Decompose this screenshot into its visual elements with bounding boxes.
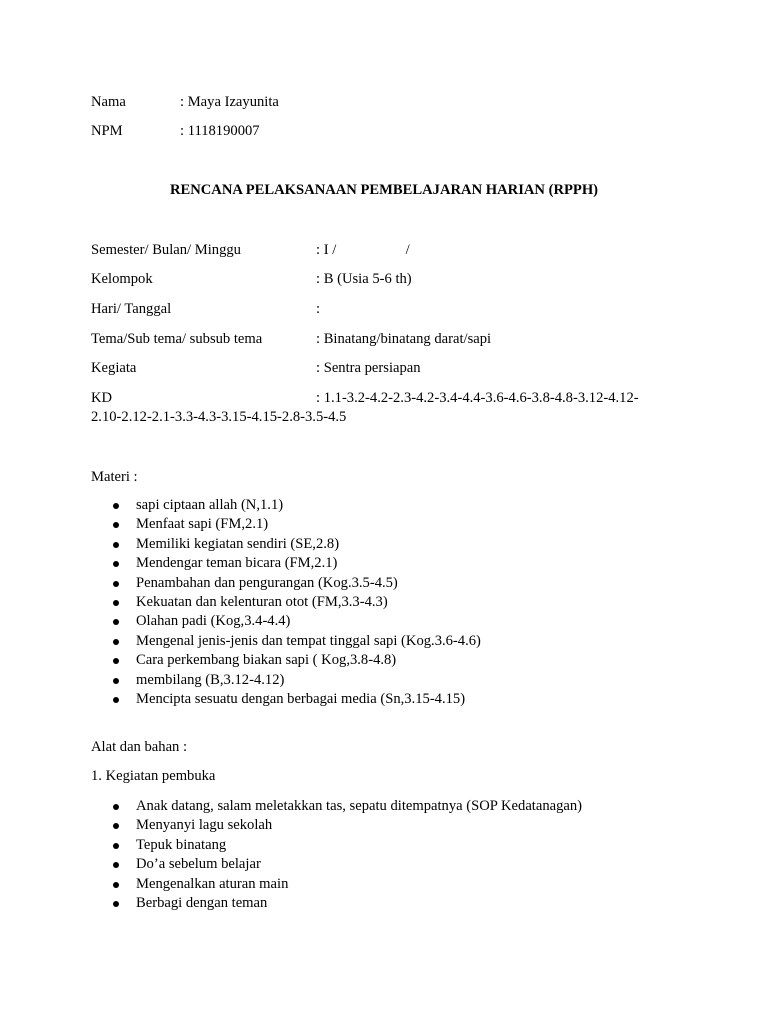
kegiata-label: Kegiata — [91, 360, 137, 376]
bullet-icon — [113, 843, 119, 849]
tema-value: : Binatang/binatang darat/sapi — [316, 331, 492, 347]
kelompok-value: : B (Usia 5-6 th) — [316, 271, 412, 287]
npm-value: : 1118190007 — [180, 123, 260, 139]
nama-row — [91, 93, 279, 111]
semester-value: : I / / — [316, 242, 410, 258]
materi-list — [91, 496, 481, 709]
list-item: Mendengar teman bicara (FM,2.1) — [91, 554, 481, 573]
list-item: Do’a sebelum belajar — [91, 855, 582, 874]
list-item: Kekuatan dan kelenturan otot (FM,3.3-4.3) — [91, 593, 481, 612]
list-item: sapi ciptaan allah (N,1.1) — [91, 496, 481, 515]
bullet-icon — [113, 678, 119, 684]
bullet-icon — [113, 882, 119, 888]
list-item: Mengenalkan aturan main — [91, 875, 582, 894]
list-item: Olahan padi (Kog,3.4-4.4) — [91, 612, 481, 631]
kelompok-row — [91, 270, 412, 288]
nama-value: : Maya Izayunita — [180, 94, 279, 110]
pembuka-heading: 1. Kegiatan pembuka — [91, 768, 216, 784]
list-item: Penambahan dan pengurangan (Kog.3.5-4.5) — [91, 574, 481, 593]
list-item: Anak datang, salam meletakkan tas, sepatu ditempatnya (SOP Kedatanagan) — [91, 797, 582, 816]
bullet-icon — [113, 901, 119, 907]
list-item: Tepuk binatang — [91, 836, 582, 855]
list-item: Mencipta sesuatu dengan berbagai media (Sn,3.15-4.15) — [91, 690, 481, 709]
bullet-icon — [113, 639, 119, 645]
list-item: Cara perkembang biakan sapi ( Kog,3.8-4.8) — [91, 651, 481, 670]
bullet-icon — [113, 619, 119, 625]
hari-label: Hari/ Tanggal — [91, 301, 172, 317]
npm-label: NPM — [91, 123, 123, 139]
bullet-icon — [113, 561, 119, 567]
bullet-icon — [113, 600, 119, 606]
list-item: Menfaat sapi (FM,2.1) — [91, 515, 481, 534]
kegiata-row — [91, 359, 421, 377]
bullet-icon — [113, 697, 119, 703]
bullet-icon — [113, 503, 119, 509]
semester-row — [91, 241, 410, 259]
list-item: membilang (B,3.12-4.12) — [91, 671, 481, 690]
list-item: Menyanyi lagu sekolah — [91, 816, 582, 835]
tema-label: Tema/Sub tema/ subsub tema — [91, 331, 263, 347]
bullet-icon — [113, 823, 119, 829]
kd-label: KD — [91, 390, 113, 406]
bullet-icon — [113, 862, 119, 868]
bullet-icon — [113, 804, 119, 810]
bullet-icon — [113, 658, 119, 664]
kegiata-value: : Sentra persiapan — [316, 360, 421, 376]
bullet-icon — [113, 522, 119, 528]
materi-heading: Materi : — [91, 469, 138, 485]
list-item: Memiliki kegiatan sendiri (SE,2.8) — [91, 535, 481, 554]
kd-row — [91, 389, 661, 427]
bullet-icon — [113, 542, 119, 548]
list-item: Berbagi dengan teman — [91, 894, 582, 913]
alat-bahan-heading: Alat dan bahan : — [91, 739, 188, 755]
hari-row — [91, 300, 321, 318]
hari-value: : — [316, 301, 321, 317]
nama-label: Nama — [91, 94, 126, 110]
list-item: Mengenal jenis-jenis dan tempat tinggal sapi (Kog.3.6-4.6) — [91, 632, 481, 651]
semester-label: Semester/ Bulan/ Minggu — [91, 242, 241, 258]
kelompok-label: Kelompok — [91, 271, 153, 287]
bullet-icon — [113, 581, 119, 587]
npm-row — [91, 122, 260, 140]
tema-row — [91, 330, 492, 348]
document-title: RENCANA PELAKSANAAN PEMBELAJARAN HARIAN (RPPH) — [169, 182, 599, 198]
pembuka-list — [91, 797, 582, 913]
kd-value: : 1.1-3.2-4.2-2.3-4.2-3.4-4.4-3.6-4.6-3.8-4.8-3.12-4.12-2.10-2.12-2.1-3.3-4.3-3.15-4.15-2.8-3.5-4.5 — [91, 390, 639, 425]
